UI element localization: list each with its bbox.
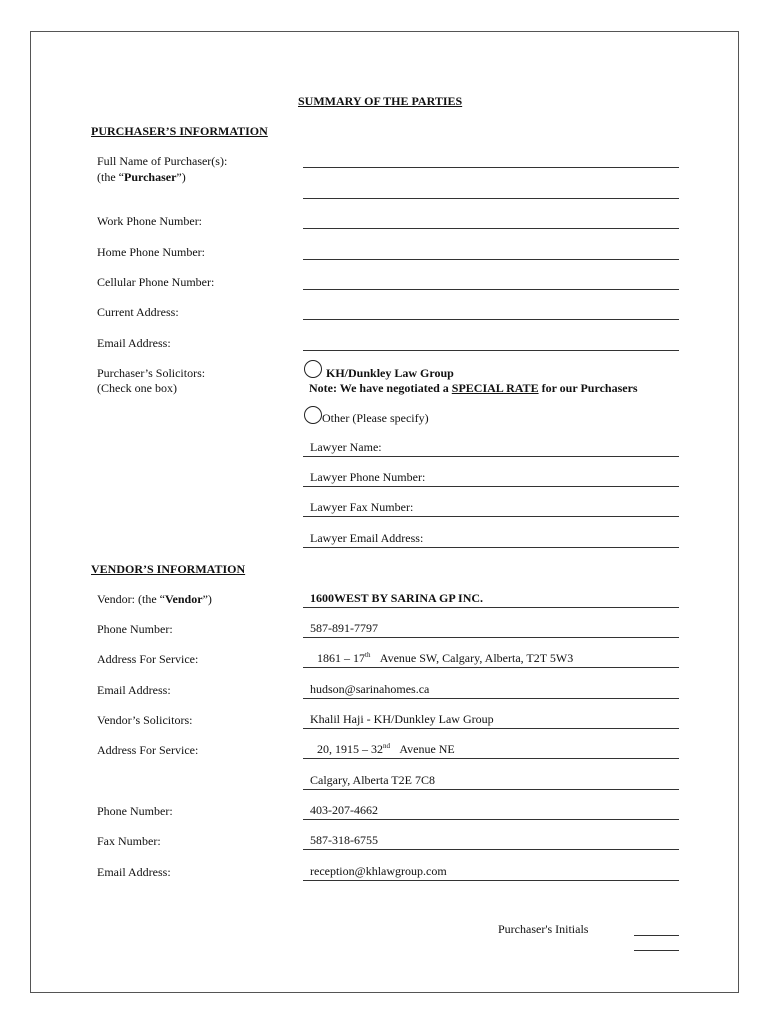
solicitor-address-value-1: 20, 1915 – 32nd Avenue NE	[317, 742, 455, 756]
solicitor-fax-field	[303, 833, 679, 850]
vendor-phone-field	[303, 621, 679, 638]
purchaser-email-field[interactable]	[303, 350, 679, 351]
lawyer-phone-field[interactable]	[303, 470, 679, 487]
solicitor-fax-value: 587-318-6755	[310, 833, 378, 847]
purchaser-section-heading: PURCHASER’S INFORMATION	[91, 124, 268, 138]
purchaser-initials-field-2[interactable]	[634, 950, 679, 951]
vendor-phone-label: Phone Number:	[97, 622, 173, 636]
vendor-email-label: Email Address:	[97, 683, 171, 697]
check-one-label: (Check one box)	[97, 381, 177, 395]
kh-dunkley-option-label: KH/Dunkley Law Group	[326, 366, 454, 380]
lawyer-name-label: Lawyer Name:	[310, 440, 382, 454]
page-title: SUMMARY OF THE PARTIES	[298, 94, 463, 108]
current-address-label: Current Address:	[97, 305, 179, 319]
purchaser-initials-field-1[interactable]	[634, 935, 679, 936]
work-phone-field[interactable]	[303, 228, 679, 229]
vendor-address-label: Address For Service:	[97, 652, 199, 666]
solicitor-email-field	[303, 864, 679, 881]
full-name-field-line-2[interactable]	[303, 198, 679, 199]
vendor-section-heading: VENDOR’S INFORMATION	[91, 562, 246, 576]
vendor-email-field	[303, 682, 679, 699]
solicitor-address-value-2: Calgary, Alberta T2E 7C8	[310, 773, 435, 787]
vendor-solicitors-field	[303, 712, 679, 729]
vendor-name-field	[303, 591, 679, 608]
cell-phone-label: Cellular Phone Number:	[97, 275, 215, 289]
solicitor-phone-field	[303, 803, 679, 820]
solicitor-email-label: Email Address:	[97, 865, 171, 879]
solicitor-address-field-1	[303, 742, 679, 759]
solicitor-phone-value: 403-207-4662	[310, 803, 378, 817]
purchaser-initials-label: Purchaser's Initials	[498, 922, 589, 936]
vendor-solicitors-value: Khalil Haji - KH/Dunkley Law Group	[310, 712, 494, 726]
other-lawyer-radio[interactable]	[304, 406, 322, 424]
special-rate-note: Note: We have negotiated a SPECIAL RATE for our Purchasers	[309, 381, 638, 395]
solicitor-email-value: reception@khlawgroup.com	[310, 864, 447, 878]
purchaser-solicitors-label: Purchaser’s Solicitors:	[97, 366, 206, 380]
vendor-name-value: 1600WEST BY SARINA GP INC.	[310, 591, 484, 605]
solicitor-phone-label: Phone Number:	[97, 804, 173, 818]
cell-phone-field[interactable]	[303, 289, 679, 290]
vendor-email-value: hudson@sarinahomes.ca	[310, 682, 430, 696]
current-address-field[interactable]	[303, 319, 679, 320]
purchaser-definition: (the “Purchaser”)	[97, 170, 186, 184]
vendor-solicitors-label: Vendor’s Solicitors:	[97, 713, 193, 727]
lawyer-name-field[interactable]	[303, 440, 679, 457]
lawyer-fax-label: Lawyer Fax Number:	[310, 500, 414, 514]
full-name-field-line-1[interactable]	[303, 167, 679, 168]
vendor-definition: Vendor: (the “Vendor”)	[97, 592, 212, 606]
full-name-label: Full Name of Purchaser(s):	[97, 154, 228, 168]
home-phone-label: Home Phone Number:	[97, 245, 205, 259]
solicitor-address-label: Address For Service:	[97, 743, 199, 757]
vendor-address-field	[303, 651, 679, 668]
lawyer-fax-field[interactable]	[303, 500, 679, 517]
vendor-phone-value: 587-891-7797	[310, 621, 378, 635]
home-phone-field[interactable]	[303, 259, 679, 260]
work-phone-label: Work Phone Number:	[97, 214, 203, 228]
vendor-address-value: 1861 – 17th Avenue SW, Calgary, Alberta, T2T 5W3	[317, 651, 574, 665]
other-option-label: Other (Please specify)	[322, 411, 429, 425]
solicitor-fax-label: Fax Number:	[97, 834, 161, 848]
lawyer-email-label: Lawyer Email Address:	[310, 531, 424, 545]
solicitor-address-field-2	[303, 773, 679, 790]
lawyer-phone-label: Lawyer Phone Number:	[310, 470, 426, 484]
kh-dunkley-radio[interactable]	[304, 360, 322, 378]
purchaser-email-label: Email Address:	[97, 336, 171, 350]
lawyer-email-field[interactable]	[303, 531, 679, 548]
